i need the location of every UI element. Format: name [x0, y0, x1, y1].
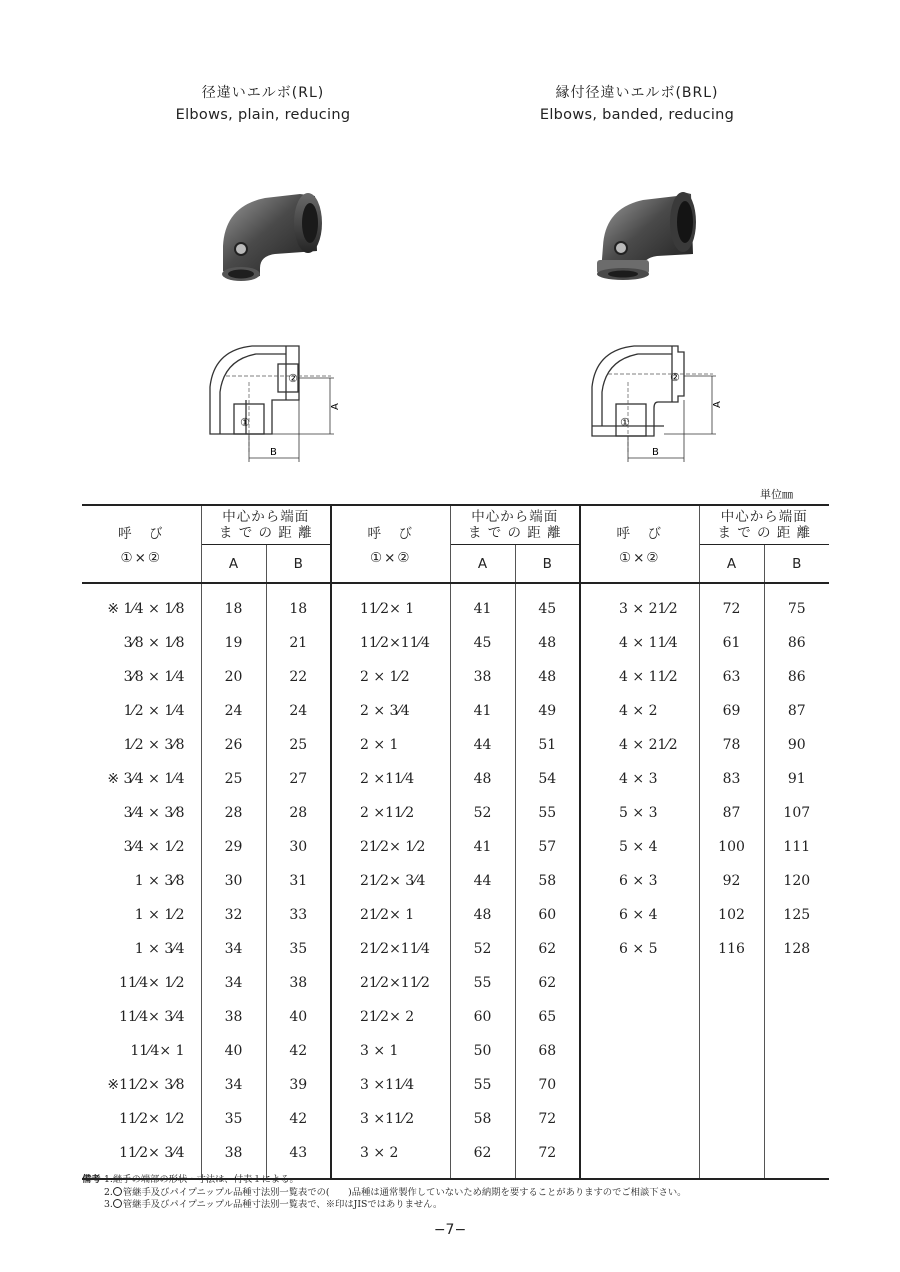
cell-dim-b — [764, 1034, 829, 1068]
header-distance-line2: ま で の 距 離 — [218, 525, 313, 541]
cell-dim-b: 72 — [515, 1102, 580, 1136]
table-row — [82, 762, 829, 796]
cell-nominal-size: 6 × 5 — [580, 932, 699, 966]
cell-nominal-size: 6 × 3 — [580, 864, 699, 898]
cell-nominal-size: 4 × 11⁄4 — [580, 626, 699, 660]
note-1: 1.継手の端部の形状・寸法は、付表１による。 — [104, 1174, 299, 1185]
table-row — [82, 796, 829, 830]
cell-nominal-size: 2 ×11⁄2 — [331, 796, 450, 830]
cell-dim-a: 45 — [450, 626, 515, 660]
cell-dim-b: 33 — [266, 898, 331, 932]
cell-dim-b: 125 — [783, 907, 811, 923]
cell-nominal-size: 1 × 3⁄4 — [82, 932, 201, 966]
cell-dim-a: 87 — [699, 796, 764, 830]
header-col-a: A — [201, 545, 266, 584]
header-col-a: A — [450, 545, 515, 584]
cell-nominal-size: 11⁄4× 1 — [82, 1034, 201, 1068]
cell-dim-b — [764, 1068, 829, 1102]
cell-dim-b: 51 — [515, 728, 580, 762]
cell-dim-b: 49 — [515, 694, 580, 728]
dimension-table-body — [82, 583, 829, 1179]
cell-dim-b: 27 — [266, 762, 331, 796]
cell-nominal-size — [580, 1034, 699, 1068]
cell-dim-a — [699, 1136, 764, 1179]
cell-nominal-size: 4 × 3 — [580, 762, 699, 796]
cell-nominal-size: 1 × 3⁄8 — [82, 864, 201, 898]
cell-nominal-size: 11⁄2×11⁄4 — [331, 626, 450, 660]
header-col-b: B — [266, 545, 331, 584]
cell-nominal-size: 3 × 2 — [331, 1136, 450, 1179]
table-row — [82, 1034, 829, 1068]
cell-dim-a: 34 — [201, 966, 266, 1000]
notes-label: 備考 — [82, 1174, 101, 1185]
cell-dim-b: 45 — [515, 583, 580, 626]
circle-mark-icon — [113, 1187, 122, 1196]
cell-dim-a: 48 — [450, 762, 515, 796]
table-row — [82, 864, 829, 898]
cell-dim-a: 38 — [450, 660, 515, 694]
cell-dim-a: 19 — [201, 626, 266, 660]
cell-dim-b: 30 — [266, 830, 331, 864]
header-distance-line2: ま で の 距 離 — [717, 525, 812, 541]
drawing-rl-port2: ② — [288, 372, 298, 385]
header-nominal-sub: ①×② — [370, 550, 412, 566]
cell-nominal-size: 1 × 1⁄2 — [82, 898, 201, 932]
cell-dim-b: 111 — [783, 839, 811, 855]
cell-dim-a: 38 — [201, 1000, 266, 1034]
cell-nominal-size — [580, 966, 699, 1000]
drawing-brl-dim-b: B — [652, 447, 659, 458]
table-row — [82, 830, 829, 864]
cell-nominal-size: 3⁄4 × 3⁄8 — [82, 796, 201, 830]
header-col-a: A — [699, 545, 764, 584]
header-nominal-label: 呼 び — [616, 526, 664, 542]
header-distance-line2: ま で の 距 離 — [467, 525, 562, 541]
cell-dim-a: 100 — [699, 830, 764, 864]
table-row — [82, 898, 829, 932]
table-row — [82, 728, 829, 762]
cell-dim-b: 87 — [787, 703, 806, 719]
drawing-rl-dim-b: B — [270, 447, 277, 458]
cell-nominal-size: 11⁄2× 1 — [331, 583, 450, 626]
cell-nominal-size: ※ 1⁄4 × 1⁄8 — [82, 583, 201, 626]
product-rl-title-jp: 径違いエルボ(RL) — [201, 85, 325, 101]
header-nominal-sub: ①×② — [619, 550, 661, 566]
header-distance-line1: 中心から端面 — [720, 509, 808, 525]
header-distance — [450, 505, 580, 545]
header-col-b: B — [515, 545, 580, 584]
cell-nominal-size: 11⁄4× 1⁄2 — [82, 966, 201, 1000]
dimension-table — [82, 504, 829, 1180]
cell-dim-b — [764, 966, 829, 1000]
cell-nominal-size: 21⁄2× 2 — [331, 1000, 450, 1034]
cell-dim-a: 26 — [201, 728, 266, 762]
cell-dim-b — [764, 1000, 829, 1034]
cell-dim-a: 30 — [201, 864, 266, 898]
cell-dim-b: 75 — [787, 601, 806, 617]
cell-nominal-size: 3⁄4 × 1⁄2 — [82, 830, 201, 864]
note-2-prefix: 2. — [104, 1186, 113, 1198]
cell-dim-b: 128 — [783, 941, 811, 957]
cell-nominal-size: 11⁄2× 3⁄4 — [82, 1136, 201, 1179]
cell-dim-b: 40 — [266, 1000, 331, 1034]
cell-dim-b: 90 — [787, 737, 806, 753]
cell-dim-a: 48 — [450, 898, 515, 932]
cell-dim-a: 55 — [450, 1068, 515, 1102]
cell-dim-a: 92 — [699, 864, 764, 898]
cell-nominal-size: 5 × 3 — [580, 796, 699, 830]
header-distance — [699, 505, 829, 545]
cell-dim-b: 48 — [515, 626, 580, 660]
circle-mark-icon — [113, 1199, 122, 1208]
cell-dim-a: 38 — [201, 1136, 266, 1179]
table-row — [82, 694, 829, 728]
cell-dim-b: 38 — [266, 966, 331, 1000]
cell-nominal-size: 5 × 4 — [580, 830, 699, 864]
cell-dim-a: 62 — [450, 1136, 515, 1179]
cell-dim-b: 58 — [515, 864, 580, 898]
cell-dim-b: 21 — [266, 626, 331, 660]
cell-dim-a: 52 — [450, 796, 515, 830]
cell-dim-b: 86 — [787, 669, 806, 685]
cell-dim-a: 18 — [201, 583, 266, 626]
cell-dim-a: 40 — [201, 1034, 266, 1068]
cell-dim-b: 43 — [266, 1136, 331, 1179]
header-distance-line1: 中心から端面 — [471, 509, 559, 525]
header-distance-line1: 中心から端面 — [222, 509, 310, 525]
table-row — [82, 1102, 829, 1136]
table-row — [82, 626, 829, 660]
note-2-text: 管継手及びパイプニップル品種寸法別一覧表での( )品種は通常製作していないため納期を要することがありますのでご相談下さい。 — [122, 1186, 687, 1198]
cell-nominal-size: 21⁄2× 1 — [331, 898, 450, 932]
cell-nominal-size: 4 × 21⁄2 — [580, 728, 699, 762]
cell-dim-a: 32 — [201, 898, 266, 932]
elbow-brl-drawing — [588, 342, 728, 467]
header-col-b: B — [764, 545, 829, 584]
cell-dim-a: 102 — [699, 898, 764, 932]
cell-dim-a: 63 — [699, 660, 764, 694]
cell-nominal-size: 3 × 21⁄2 — [580, 583, 699, 626]
cell-dim-a: 58 — [450, 1102, 515, 1136]
cell-dim-b: 72 — [515, 1136, 580, 1179]
cell-nominal-size: 11⁄2× 1⁄2 — [82, 1102, 201, 1136]
cell-nominal-size: 1⁄2 × 1⁄4 — [82, 694, 201, 728]
cell-dim-a: 83 — [699, 762, 764, 796]
cell-nominal-size — [580, 1102, 699, 1136]
cell-dim-a — [699, 1102, 764, 1136]
cell-dim-b: 48 — [515, 660, 580, 694]
header-nominal — [82, 505, 201, 583]
notes — [82, 1174, 686, 1212]
elbow-rl-drawing — [206, 342, 346, 467]
drawing-brl-dim-a: A — [712, 401, 723, 408]
product-brl-title-jp: 縁付径違いエルボ(BRL) — [555, 85, 719, 101]
cell-dim-a: 41 — [450, 830, 515, 864]
table-row — [82, 1000, 829, 1034]
cell-dim-a: 69 — [699, 694, 764, 728]
unit-label: 単位㎜ — [760, 488, 793, 501]
cell-dim-b: 68 — [515, 1034, 580, 1068]
cell-dim-a: 28 — [201, 796, 266, 830]
product-rl-title-en: Elbows, plain, reducing — [175, 107, 351, 123]
product-brl — [497, 82, 777, 123]
drawing-brl-port2: ② — [670, 371, 680, 384]
cell-dim-b: 35 — [266, 932, 331, 966]
cell-nominal-size: 4 × 2 — [580, 694, 699, 728]
cell-nominal-size: 3⁄8 × 1⁄4 — [82, 660, 201, 694]
header-distance — [201, 505, 331, 545]
elbow-brl-photo — [585, 176, 725, 286]
table-row — [82, 1136, 829, 1179]
cell-dim-a: 52 — [450, 932, 515, 966]
product-rl — [123, 82, 403, 123]
cell-dim-a: 35 — [201, 1102, 266, 1136]
cell-dim-a: 41 — [450, 583, 515, 626]
cell-dim-b: 91 — [787, 771, 806, 787]
drawing-rl-dim-a: A — [330, 403, 341, 410]
table-row — [82, 583, 829, 626]
note-3-text: 管継手及びパイプニップル品種寸法別一覧表で、※印はJISではありません。 — [122, 1199, 443, 1210]
elbow-rl-photo — [205, 176, 345, 286]
cell-nominal-size: 2 ×11⁄4 — [331, 762, 450, 796]
header-nominal-label: 呼 び — [367, 526, 415, 542]
cell-nominal-size: 21⁄2×11⁄2 — [331, 966, 450, 1000]
cell-nominal-size: 11⁄4× 3⁄4 — [82, 1000, 201, 1034]
cell-nominal-size: 3 × 1 — [331, 1034, 450, 1068]
cell-dim-b: 120 — [783, 873, 811, 889]
cell-dim-b: 65 — [515, 1000, 580, 1034]
cell-dim-a: 24 — [201, 694, 266, 728]
cell-nominal-size: 3 ×11⁄2 — [331, 1102, 450, 1136]
cell-dim-b: 42 — [266, 1102, 331, 1136]
cell-dim-b: 42 — [266, 1034, 331, 1068]
table-row — [82, 660, 829, 694]
cell-dim-a: 34 — [201, 1068, 266, 1102]
note-3 — [82, 1199, 686, 1212]
header-nominal-sub: ①×② — [120, 550, 163, 566]
cell-nominal-size: 6 × 4 — [580, 898, 699, 932]
cell-dim-b: 28 — [266, 796, 331, 830]
cell-dim-b: 60 — [515, 898, 580, 932]
cell-dim-a: 78 — [699, 728, 764, 762]
cell-dim-b: 107 — [783, 805, 811, 821]
cell-dim-b: 18 — [266, 583, 331, 626]
cell-dim-b: 70 — [515, 1068, 580, 1102]
cell-dim-a: 34 — [201, 932, 266, 966]
note-2 — [82, 1187, 686, 1200]
cell-nominal-size: 1⁄2 × 3⁄8 — [82, 728, 201, 762]
cell-dim-a: 50 — [450, 1034, 515, 1068]
product-brl-title-en: Elbows, banded, reducing — [539, 107, 735, 123]
cell-dim-b: 62 — [515, 932, 580, 966]
header-nominal — [331, 505, 450, 583]
cell-nominal-size: 3⁄8 × 1⁄8 — [82, 626, 201, 660]
cell-dim-a: 44 — [450, 728, 515, 762]
drawing-brl-port1: ① — [620, 416, 630, 429]
cell-dim-a: 61 — [699, 626, 764, 660]
header-nominal-label: 呼 び — [118, 526, 165, 542]
cell-dim-a — [699, 1034, 764, 1068]
cell-nominal-size: ※ 3⁄4 × 1⁄4 — [82, 762, 201, 796]
cell-dim-a — [699, 1068, 764, 1102]
cell-dim-b: 54 — [515, 762, 580, 796]
cell-dim-a: 55 — [450, 966, 515, 1000]
cell-dim-b: 25 — [266, 728, 331, 762]
cell-nominal-size: 2 × 1⁄2 — [331, 660, 450, 694]
cell-dim-b — [764, 1102, 829, 1136]
cell-dim-b: 55 — [515, 796, 580, 830]
cell-dim-a: 72 — [699, 583, 764, 626]
cell-dim-a: 41 — [450, 694, 515, 728]
cell-nominal-size: ※11⁄2× 3⁄8 — [82, 1068, 201, 1102]
table-row — [82, 966, 829, 1000]
cell-nominal-size — [580, 1136, 699, 1179]
cell-nominal-size — [580, 1000, 699, 1034]
cell-nominal-size: 3 ×11⁄4 — [331, 1068, 450, 1102]
cell-nominal-size: 21⁄2× 3⁄4 — [331, 864, 450, 898]
cell-nominal-size: 21⁄2×11⁄4 — [331, 932, 450, 966]
table-row — [82, 932, 829, 966]
cell-dim-a: 116 — [699, 932, 764, 966]
cell-dim-a: 60 — [450, 1000, 515, 1034]
header-nominal — [580, 505, 699, 583]
cell-dim-b: 24 — [266, 694, 331, 728]
table-row — [82, 1068, 829, 1102]
cell-dim-b: 57 — [515, 830, 580, 864]
cell-dim-a: 20 — [201, 660, 266, 694]
cell-dim-b — [764, 1136, 829, 1179]
note-3-prefix: 3. — [104, 1199, 113, 1210]
cell-nominal-size: 2 × 1 — [331, 728, 450, 762]
cell-nominal-size: 21⁄2× 1⁄2 — [331, 830, 450, 864]
cell-dim-a: 44 — [450, 864, 515, 898]
cell-dim-a: 29 — [201, 830, 266, 864]
drawing-rl-port1: ① — [240, 416, 250, 429]
cell-nominal-size: 2 × 3⁄4 — [331, 694, 450, 728]
cell-dim-b: 31 — [266, 864, 331, 898]
page-number: −7− — [433, 1222, 467, 1238]
cell-dim-a — [699, 1000, 764, 1034]
cell-dim-b: 86 — [787, 635, 806, 651]
cell-dim-b: 22 — [266, 660, 331, 694]
cell-nominal-size — [580, 1068, 699, 1102]
cell-dim-a: 25 — [201, 762, 266, 796]
cell-nominal-size: 4 × 11⁄2 — [580, 660, 699, 694]
cell-dim-b: 39 — [266, 1068, 331, 1102]
cell-dim-b: 62 — [515, 966, 580, 1000]
cell-dim-a — [699, 966, 764, 1000]
